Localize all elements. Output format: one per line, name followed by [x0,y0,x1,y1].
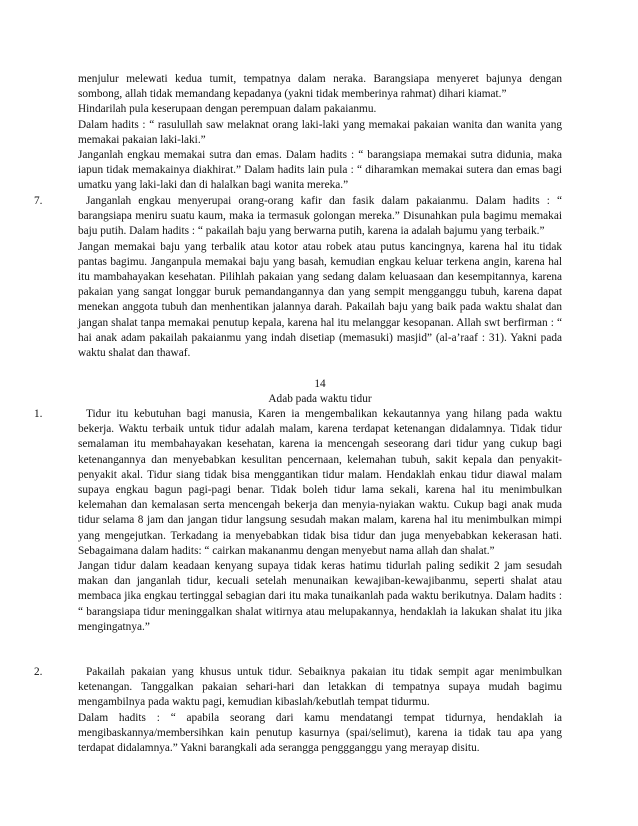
list-number: 2. [34,666,43,678]
top-paragraphs [78,72,562,194]
paragraph: Tidur itu kebutuhan bagi manusia, Karen ia mengembalikan kekautannya yang hilang pada waktu bekerja. Waktu terbaik untuk tidur adalah malam, karena terdapat ketenangan didalamnya. Tidak tidur semalaman itu membahayakan kesehatan, karena ia mencengah seseorang dari tidur yang cukup bagi ketenangannya dan menyebabkan kesulitan pencernaan, kelemahan tubuh, sakit kepala dan penyakit-penyakit akal. Tidur siang tidak bisa menggantikan tidur malam. Hendaklah enkau tidur diawal malam supaya engkau bagun pagi-pagi benar. Tidak boleh tidur lama sekali, karena hal itu menimbulkan kelemahan dan kemalasan serta mencengah bekerja dan menyia-nyiakan waktu. Cukup bagi anak muda tidur selama 8 jam dan jangan tidur langsung sesudah makan malam, karena hal itu menimbulkan mimpi yang mengejutkan. Terkadang ia menyebabkan tidak bisa tidur dan juga menyebabkan kekerasan hati. Sebagaimana dalam hadits: “ cairkan makananmu dengan menyebut nama allah dan shalat.” [78,408,562,557]
section-title: Adab pada waktu tidur [268,393,372,405]
list-item-2 [78,665,562,756]
paragraph: Hindarilah pula keserupaan dengan perempuan dalam pakaianmu. [78,103,377,116]
paragraph: Dalam hadits : “ rasulullah saw melaknat orang laki-laki yang memakai pakaian wanita dan wanita yang memakai pakaian laki-laki.” [78,118,562,146]
list-number: 7. [34,195,43,207]
list-item-1 [78,407,562,635]
paragraph: Janganlah engkau memakai sutra dan emas. Dalam hadits : “ barangsiapa memakai sutra didunia, maka iapun tidak memakainya diakhirat.” Dalam hadits lain pula : “ diharamkan memakai sutera dan emas bagi umatku yang laki-laki dan di halalkan bagi wanita mereka.” [78,149,562,192]
paragraph: Jangan memakai baju yang terbalik atau kotor atau robek atau putus kancingnya, karena hal itu tidak pantas bagimu. Janganpula memakai baju yang basah, kemudian engkau keluar terkena angin, karena hal itu mambahayakan kesehatan. Pilihlah pakaian yang sedang dalam keluasaan dan kesempitannya, karena pakaian yang sangat longgar buruk pemandangannya dan yang sempit mengganggu tubuh, karena dapat menekan anggota tubuh dan menhentikan jalannya darah. Pakailah baju yang baik pada waktu shalat dan jangan shalat tanpa memakai penutup kepala, karena hal itu melanggar kesopanan. Allah swt berfirman : “ hai anak adam pakailah pakaianmu yang indah disetiap (memasuki) masjid” (al-a’raaf : 31). Yakni pada waktu shalat dan thawaf. [78,240,562,360]
paragraph: menjulur melewati kedua tumit, tempatnya dalam neraka. Barangsiapa menyeret bajunya dengan sombong, allah tidak memandang kepadanya (yakni tidak memberinya rahmat) dihari kiamat.” [78,73,562,101]
list-item-7 [78,194,562,361]
list-number: 1. [34,408,43,420]
paragraph: Jangan tidur dalam keadaan kenyang supaya tidak keras hatimu tidurlah paling sedikit 2 jam sesudah makan dan janganlah tidur, kecuali setelah menunaikan kewajiban-kewajibanmu, seperti shalat atau membaca jika engkau tertinggal sebagian dari itu maka tunaikanlah pada waktu berikutnya. Dalam hadits : “ barangsiapa tidur meninggalkan shalat witirnya atau melupakannya, hendaklah ia lakukan shalat itu jika mengingatnya.” [78,560,562,633]
paragraph: Pakailah pakaian yang khusus untuk tidur. Sebaiknya pakaian itu tidak sempit agar menimbulkan ketenangan. Tanggalkan pakaian sehari-hari dan letakkan di tempatnya supaya mudah bagimu mengambilnya pada waktu pagi, kemudian kibaslah/kebutlah tempat tidurmu. [78,666,562,709]
paragraph: Janganlah engkau menyerupai orang-orang kafir dan fasik dalam pakaianmu. Dalam hadits : “ barangsiapa meniru suatu kaum, maka ia termasuk golongan mereka.” Disunahkan pula bagimu memakai baju putih. Dalam hadits : “ pakailah baju yang berwarna putih, karena ia adalah bajumu yang terbaik.” [78,195,562,238]
section-number: 14 [314,378,326,390]
paragraph: Dalam hadits : “ apabila seorang dari kamu mendatangi tempat tidurnya, hendaklah ia mengibaskannya/membersihkan kain penutup kasurnya (spai/selimut), karena ia tidak tau apa yang terdapat didalamnya.” Yakni barangkali ada serangga penggganggu yang merayap disitu. [78,711,562,755]
